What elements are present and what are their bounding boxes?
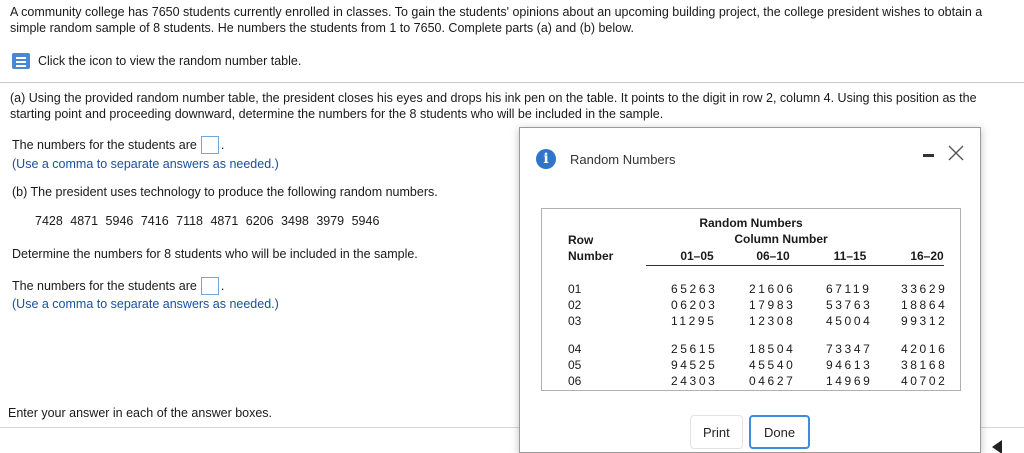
part-b-determine: Determine the numbers for 8 students who will be included in the sample. bbox=[12, 247, 418, 261]
column-header: 16–20 bbox=[910, 249, 944, 263]
done-button[interactable]: Done bbox=[749, 415, 810, 449]
row-header-line2: Number bbox=[568, 249, 614, 263]
table-cell: 14969 bbox=[826, 374, 873, 388]
table-cell: 25615 bbox=[671, 342, 718, 356]
row-header-line1: Row bbox=[568, 233, 594, 247]
column-header: 06–10 bbox=[756, 249, 790, 263]
part-b-answer-label: The numbers for the students are bbox=[12, 279, 197, 293]
part-b-answer-line bbox=[12, 277, 224, 295]
table-cell: 45540 bbox=[749, 358, 796, 372]
row-number: 01 bbox=[568, 282, 582, 296]
table-cell: 24303 bbox=[671, 374, 718, 388]
table-cell: 45004 bbox=[826, 314, 873, 328]
table-cell: 21606 bbox=[749, 282, 796, 296]
table-cell: 73347 bbox=[826, 342, 873, 356]
table-title: Random Numbers bbox=[699, 216, 803, 230]
info-icon: i bbox=[536, 149, 556, 169]
random-number-table bbox=[541, 208, 961, 391]
footer-instruction: Enter your answer in each of the answer boxes. bbox=[8, 406, 273, 420]
part-b-hint: (Use a comma to separate answers as needed.) bbox=[12, 297, 279, 311]
period: . bbox=[220, 138, 225, 152]
table-cell: 53763 bbox=[826, 298, 873, 312]
header-underline bbox=[646, 265, 944, 266]
table-cell: 40702 bbox=[901, 374, 948, 388]
row-number: 02 bbox=[568, 298, 582, 312]
part-a-answer-line bbox=[12, 136, 224, 154]
random-numbers-dialog bbox=[519, 127, 981, 453]
close-icon[interactable] bbox=[946, 143, 966, 163]
table-cell: 11295 bbox=[671, 314, 717, 328]
minimize-icon[interactable] bbox=[923, 154, 934, 157]
table-cell: 94613 bbox=[826, 358, 873, 372]
part-a-hint: (Use a comma to separate answers as needed.) bbox=[12, 157, 279, 171]
random-table-link-label[interactable]: Click the icon to view the random number table. bbox=[38, 54, 302, 68]
part-a-answer-box[interactable] bbox=[201, 136, 219, 154]
row-number: 03 bbox=[568, 314, 582, 328]
table-cell: 65263 bbox=[671, 282, 718, 296]
part-a-prompt: (a) Using the provided random number table, the president closes his eyes and drops his ink pen on the table. It points to the digit in row 2, column 4. Using this position as the starting point and proceeding downward, determine the numbers for the 8 students who will be included in the sample. bbox=[10, 91, 977, 121]
dialog-header bbox=[536, 149, 676, 169]
table-cell: 04627 bbox=[749, 374, 796, 388]
table-cell: 33629 bbox=[901, 282, 948, 296]
table-cell: 99312 bbox=[901, 314, 948, 328]
row-number: 06 bbox=[568, 374, 582, 388]
part-b-prompt: (b) The president uses technology to produce the following random numbers. bbox=[12, 185, 438, 199]
row-number: 04 bbox=[568, 342, 582, 356]
part-a-answer-label: The numbers for the students are bbox=[12, 138, 197, 152]
column-header: 01–05 bbox=[680, 249, 714, 263]
problem-intro: A community college has 7650 students currently enrolled in classes. To gain the students' opinions about an upcoming building project, the college president wishes to obtain a simple random sample of 8 students. He numbers the students from 1 to 7650. Complete parts (a) and (b) below. bbox=[10, 5, 983, 35]
table-cell: 42016 bbox=[901, 342, 948, 356]
table-cell: 17983 bbox=[749, 298, 796, 312]
row-number: 05 bbox=[568, 358, 582, 372]
table-cell: 18504 bbox=[749, 342, 796, 356]
table-cell: 18864 bbox=[901, 298, 948, 312]
dialog-title: Random Numbers bbox=[570, 151, 676, 167]
part-b-answer-box[interactable] bbox=[201, 277, 219, 295]
random-table-link[interactable] bbox=[12, 53, 301, 69]
collapse-arrow-icon[interactable] bbox=[992, 440, 1002, 453]
table-cell: 12308 bbox=[749, 314, 796, 328]
table-cell: 67119 bbox=[826, 282, 872, 296]
table-cell: 06203 bbox=[671, 298, 718, 312]
part-b-random-numbers: 7428 4871 5946 7416 7118 4871 6206 3498 3979 5946 bbox=[35, 214, 380, 228]
column-group-header: Column Number bbox=[734, 232, 828, 246]
period: . bbox=[220, 279, 225, 293]
section-divider bbox=[0, 82, 1024, 83]
book-icon[interactable] bbox=[12, 53, 30, 69]
table-cell: 94525 bbox=[671, 358, 718, 372]
print-button[interactable]: Print bbox=[690, 415, 743, 449]
column-header: 11–15 bbox=[833, 249, 867, 263]
table-cell: 38168 bbox=[901, 358, 948, 372]
